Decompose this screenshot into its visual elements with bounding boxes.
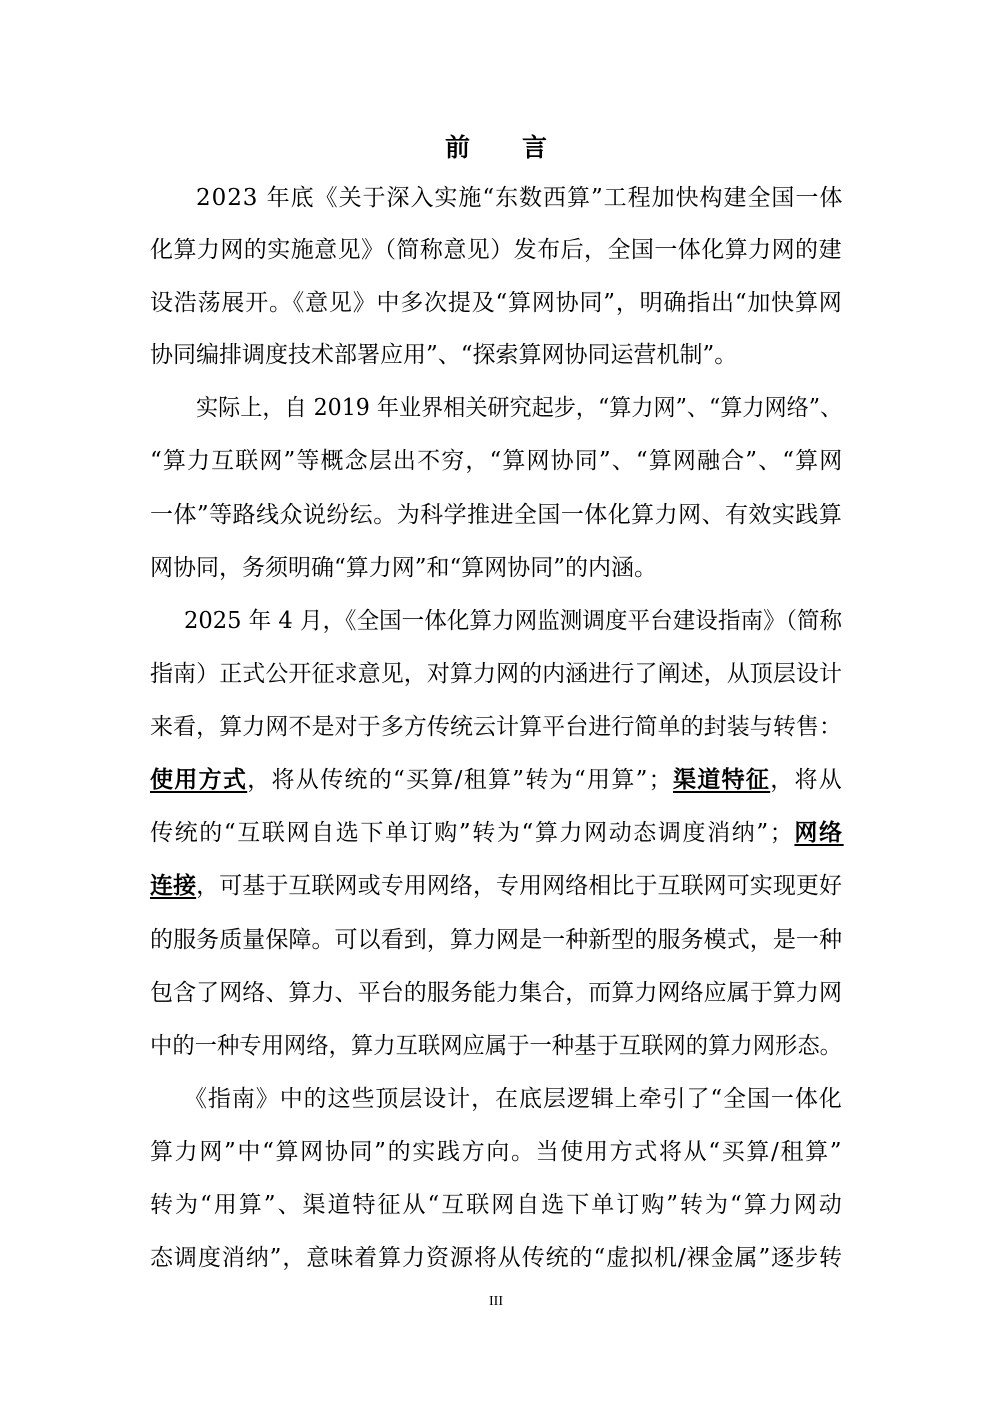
text-line: 化算力网的实施意见》（简称意见）发布后，全国一体化算力网的建 [150,237,842,263]
text-line: 的服务质量保障。可以看到，算力网是一种新型的服务模式，是一种 [150,927,843,953]
text-line: 中的一种专用网络，算力互联网应属于一种基于互联网的算力网形态。 [150,1033,842,1059]
text-line: 指南）正式公开征求意见，对算力网的内涵进行了阐述，从顶层设计 [150,661,843,687]
text-line: 转为“用算”、渠道特征从“互联网自选下单订购”转为“算力网动 [150,1192,844,1218]
underlined-term-channel: 渠道特征 [673,767,771,793]
title-char-2: 言 [522,133,548,162]
text-line: 协同编排调度技术部署应用”、“探索算网协同运营机制”。 [150,342,738,368]
text-line: 《指南》中的这些顶层设计，在底层逻辑上牵引了“全国一体化 [184,1086,843,1112]
text-line: 包含了网络、算力、平台的服务能力集合，而算力网络应属于算力网 [150,980,843,1006]
text-line: 实际上，自 2019 年业界相关研究起步，“算力网”、“算力网络”、 [196,395,843,421]
text-line: 网协同，务须明确“算力网”和“算网协同”的内涵。 [150,555,658,581]
underlined-term-network: 网络 [794,820,844,846]
text-line: 传统的“互联网自选下单订购”转为“算力网动态调度消纳”；网络 [150,820,844,846]
text-line: 设浩荡展开。《意见》中多次提及“算网协同”，明确指出“加快算网 [150,290,843,316]
page-number: III [489,1294,503,1309]
underlined-term-connection: 连接 [150,873,197,899]
text-line: 一体”等路线众说纷纭。为科学推进全国一体化算力网、有效实践算 [150,502,843,528]
page-title [0,128,992,168]
underlined-term-usage: 使用方式 [150,767,248,793]
text-line: 算力网”中“算网协同”的实践方向。当使用方式将从“买算/租算” [150,1139,844,1165]
text-line: 2025 年 4 月，《全国一体化算力网监测调度平台建设指南》（简称 [184,608,843,634]
text-line: “算力互联网”等概念层出不穷，“算网协同”、“算网融合”、“算网 [150,448,844,474]
text-line: 态调度消纳”，意味着算力资源将从传统的“虚拟机/裸金属”逐步转 [150,1245,843,1271]
text-line: 来看，算力网不是对于多方传统云计算平台进行简单的封装与转售： [150,714,843,740]
text-line: 2023 年底《关于深入实施“东数西算”工程加快构建全国一体 [196,185,844,211]
title-char-1: 前 [444,133,470,162]
text-line: 使用方式，将从传统的“买算/租算”转为“用算”；渠道特征，将从 [150,767,844,793]
text-line: 连接，可基于互联网或专用网络，专用网络相比于互联网可实现更好 [150,873,843,899]
